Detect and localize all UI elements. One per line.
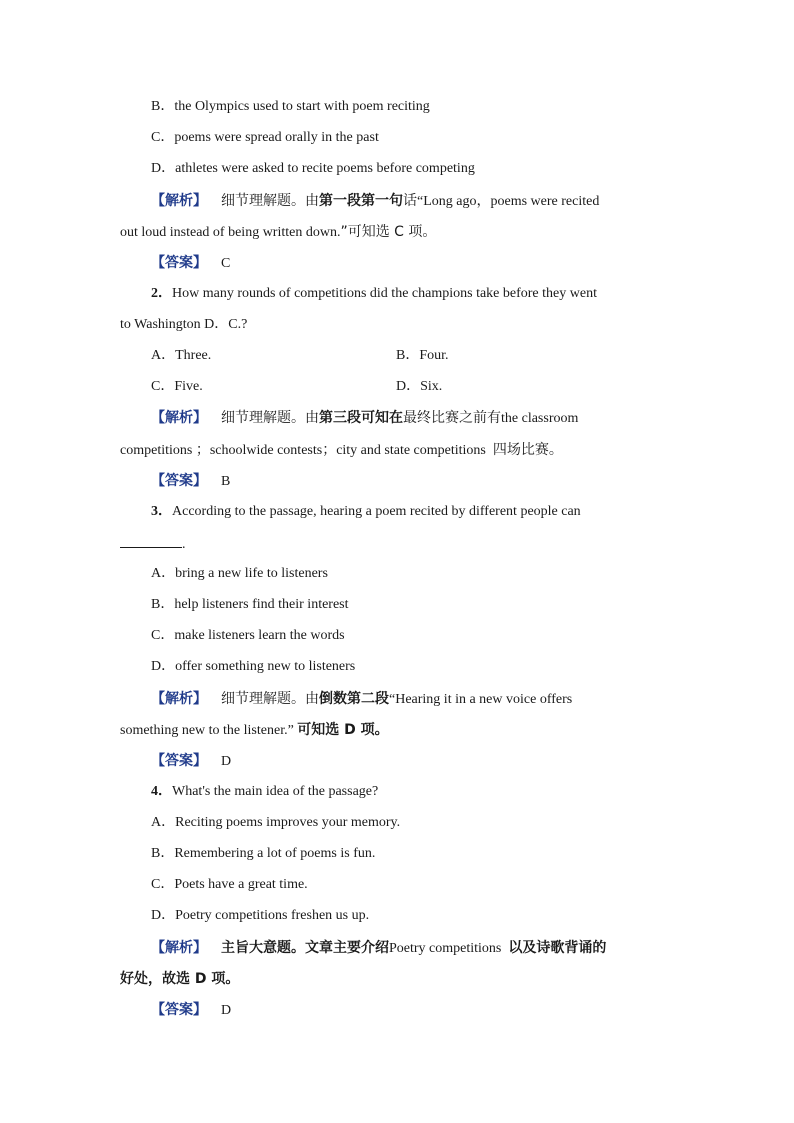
q3-option-c: C．make listeners learn the words — [151, 628, 345, 643]
answer-tag: 【答案】 — [151, 1002, 207, 1018]
analysis-tag: 【解析】 — [151, 940, 207, 956]
analysis-tag: 【解析】 — [151, 691, 207, 707]
q2-stem-line1: 2．How many rounds of competitions did the champions take before they went — [151, 286, 597, 301]
q3-option-a: A．bring a new life to listeners — [151, 566, 328, 581]
q1-analysis-line2: out loud instead of being written down.”可知选 C 项。 — [120, 224, 437, 240]
q4-option-d: D．Poetry competitions freshen us up. — [151, 908, 370, 923]
answer-tag: 【答案】 — [151, 753, 207, 769]
analysis-tag: 【解析】 — [151, 410, 207, 426]
analysis-tag: 【解析】 — [151, 193, 207, 209]
answer-tag: 【答案】 — [151, 255, 207, 271]
q2-stem-line2: to Washington D．C.? — [120, 317, 248, 332]
q4-option-a: A．Reciting poems improves your memory. — [151, 815, 401, 830]
q2-option-c: C．Five. — [151, 379, 203, 394]
q4-option-b: B．Remembering a lot of poems is fun. — [151, 846, 376, 861]
q1-answer: 【答案】 C — [151, 255, 231, 271]
q4-answer: 【答案】 D — [151, 1002, 232, 1018]
q2-answer: 【答案】 B — [151, 473, 231, 489]
q2-analysis-line2: competitions ；schoolwide contests；city and state competitions 四场比赛。 — [120, 442, 563, 458]
q3-option-d: D．offer something new to listeners — [151, 659, 356, 674]
q3-stem-line1: 3．According to the passage, hearing a poem recited by different people can — [151, 504, 581, 519]
q4-analysis-line1: 【解析】 主旨大意题。文章主要介绍Poetry competitions 以及诗歌背诵的 — [151, 940, 607, 956]
q2-option-b: B．Four. — [396, 348, 449, 363]
q1-analysis-line1: 【解析】 细节理解题。由第一段第一句话“Long ago，poems were recited — [151, 193, 600, 209]
q4-analysis-line2: 好处，故选 D 项。 — [120, 971, 240, 987]
q1-option-c: C．poems were spread orally in the past — [151, 130, 379, 145]
q4-option-c: C．Poets have a great time. — [151, 877, 308, 892]
q2-analysis-line1: 【解析】 细节理解题。由第三段可知在最终比赛之前有the classroom — [151, 410, 579, 426]
q4-stem-line1: 4．What's the main idea of the passage? — [151, 784, 379, 799]
q3-option-b: B．help listeners find their interest — [151, 597, 349, 612]
q3-analysis-line1: 【解析】 细节理解题。由倒数第二段“Hearing it in a new voice offers — [151, 691, 573, 707]
q3-analysis-line2: something new to the listener.” 可知选 D 项。 — [120, 722, 389, 738]
answer-blank — [120, 533, 182, 548]
q3-answer: 【答案】 D — [151, 753, 232, 769]
q2-option-a: A．Three. — [151, 348, 212, 363]
answer-tag: 【答案】 — [151, 473, 207, 489]
q1-option-b: B．the Olympics used to start with poem reciting — [151, 99, 430, 114]
q2-option-d: D．Six. — [396, 379, 443, 394]
q3-stem-line2: . — [120, 533, 186, 555]
q1-option-d: D．athletes were asked to recite poems before competing — [151, 161, 475, 176]
